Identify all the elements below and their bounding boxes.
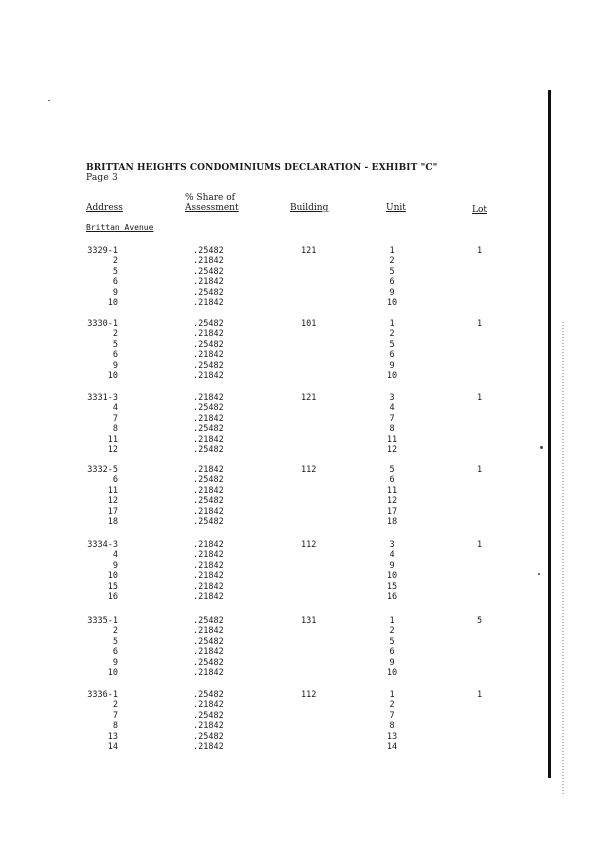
address-cell: 16 <box>107 592 118 602</box>
unit-cell: 14 <box>386 742 398 752</box>
share-cell: .21842 <box>193 465 224 475</box>
table-row <box>0 582 600 592</box>
table-row <box>0 647 600 657</box>
unit-cell: 2 <box>389 329 395 339</box>
unit-cell: 11 <box>386 435 398 445</box>
table-row <box>0 424 600 434</box>
share-cell: .21842 <box>193 592 224 602</box>
address-cell: 3335-1 <box>87 616 118 626</box>
table-row <box>0 507 600 517</box>
lot-cell: 1 <box>477 690 483 700</box>
address-cell: 6 <box>112 277 118 287</box>
address-cell: 2 <box>112 626 118 636</box>
share-cell: .21842 <box>193 350 224 360</box>
lot-cell: 1 <box>477 319 483 329</box>
table-row <box>0 571 600 581</box>
table-row <box>0 319 600 329</box>
table-row <box>0 267 600 277</box>
unit-cell: 9 <box>389 361 395 371</box>
building-cell: 131 <box>301 616 317 626</box>
table-row <box>0 256 600 266</box>
table-row <box>0 475 600 485</box>
scan-speck <box>538 573 540 575</box>
unit-cell: 1 <box>389 246 395 256</box>
unit-cell: 1 <box>389 616 395 626</box>
share-cell: .21842 <box>193 700 224 710</box>
unit-cell: 10 <box>386 668 398 678</box>
address-cell: 14 <box>107 742 118 752</box>
building-cell: 112 <box>301 465 317 475</box>
share-cell: .25482 <box>193 496 224 506</box>
table-row <box>0 465 600 475</box>
share-cell: .21842 <box>193 329 224 339</box>
lot-cell: 1 <box>477 246 483 256</box>
unit-cell: 10 <box>386 371 398 381</box>
address-cell: 8 <box>112 424 118 434</box>
address-cell: 3336-1 <box>87 690 118 700</box>
share-cell: .21842 <box>193 371 224 381</box>
unit-cell: 18 <box>386 517 398 527</box>
table-row <box>0 350 600 360</box>
document-title: BRITTAN HEIGHTS CONDOMINIUMS DECLARATION - EXHIBIT "C" <box>86 163 438 173</box>
table-row <box>0 700 600 710</box>
address-cell: 10 <box>107 371 118 381</box>
address-cell: 2 <box>112 256 118 266</box>
table-row <box>0 393 600 403</box>
address-cell: 18 <box>107 517 118 527</box>
share-cell: .21842 <box>193 507 224 517</box>
unit-cell: 4 <box>389 403 395 413</box>
table-row <box>0 690 600 700</box>
unit-cell: 5 <box>389 267 395 277</box>
table-row <box>0 721 600 731</box>
table-row <box>0 742 600 752</box>
table-row <box>0 561 600 571</box>
unit-cell: 5 <box>389 465 395 475</box>
table-row <box>0 288 600 298</box>
address-cell: 9 <box>112 561 118 571</box>
page-number: Page 3 <box>86 173 118 183</box>
share-cell: .25482 <box>193 340 224 350</box>
lot-cell: 5 <box>477 616 483 626</box>
scan-speck <box>48 100 50 101</box>
unit-cell: 10 <box>386 298 398 308</box>
unit-cell: 8 <box>389 424 395 434</box>
share-cell: .21842 <box>193 742 224 752</box>
unit-cell: 12 <box>386 445 398 455</box>
unit-cell: 11 <box>386 486 398 496</box>
address-cell: 10 <box>107 668 118 678</box>
column-header-lot: Lot <box>472 205 488 215</box>
unit-cell: 13 <box>386 732 398 742</box>
unit-cell: 1 <box>389 690 395 700</box>
address-cell: 5 <box>112 267 118 277</box>
share-cell: .21842 <box>193 721 224 731</box>
table-row <box>0 517 600 527</box>
share-cell: .21842 <box>193 540 224 550</box>
building-cell: 112 <box>301 540 317 550</box>
unit-cell: 8 <box>389 721 395 731</box>
scan-edge-bar <box>548 90 551 778</box>
building-cell: 121 <box>301 246 317 256</box>
address-cell: 4 <box>112 403 118 413</box>
address-cell: 3331-3 <box>87 393 118 403</box>
share-cell: .21842 <box>193 561 224 571</box>
share-cell: .21842 <box>193 256 224 266</box>
unit-cell: 6 <box>389 277 395 287</box>
address-cell: 2 <box>112 329 118 339</box>
address-cell: 9 <box>112 288 118 298</box>
unit-cell: 2 <box>389 256 395 266</box>
share-cell: .25482 <box>193 424 224 434</box>
address-cell: 12 <box>107 445 118 455</box>
share-cell: .25482 <box>193 658 224 668</box>
address-cell: 9 <box>112 361 118 371</box>
share-cell: .25482 <box>193 637 224 647</box>
unit-cell: 3 <box>389 540 395 550</box>
address-cell: 3329-1 <box>87 246 118 256</box>
building-cell: 101 <box>301 319 317 329</box>
address-cell: 12 <box>107 496 118 506</box>
address-cell: 9 <box>112 658 118 668</box>
unit-cell: 9 <box>389 561 395 571</box>
table-row <box>0 445 600 455</box>
address-cell: 6 <box>112 350 118 360</box>
table-row <box>0 496 600 506</box>
lot-cell: 1 <box>477 540 483 550</box>
share-cell: .21842 <box>193 571 224 581</box>
address-cell: 4 <box>112 550 118 560</box>
table-row <box>0 340 600 350</box>
share-cell: .21842 <box>193 435 224 445</box>
unit-cell: 9 <box>389 658 395 668</box>
unit-cell: 5 <box>389 637 395 647</box>
address-cell: 11 <box>107 435 118 445</box>
column-header-address: Address <box>86 203 123 213</box>
table-row <box>0 637 600 647</box>
lot-cell: 1 <box>477 393 483 403</box>
share-cell: .21842 <box>193 582 224 592</box>
share-cell: .21842 <box>193 298 224 308</box>
share-cell: .25482 <box>193 616 224 626</box>
address-cell: 5 <box>112 340 118 350</box>
scan-speck <box>540 446 543 449</box>
table-row <box>0 732 600 742</box>
address-cell: 6 <box>112 647 118 657</box>
lot-cell: 1 <box>477 465 483 475</box>
address-cell: 11 <box>107 486 118 496</box>
share-cell: .21842 <box>193 626 224 636</box>
share-cell: .21842 <box>193 414 224 424</box>
table-row <box>0 658 600 668</box>
building-cell: 121 <box>301 393 317 403</box>
share-cell: .25482 <box>193 319 224 329</box>
column-header-share-line1: % Share of <box>185 193 235 203</box>
address-cell: 6 <box>112 475 118 485</box>
share-cell: .25482 <box>193 732 224 742</box>
address-cell: 2 <box>112 700 118 710</box>
table-row <box>0 246 600 256</box>
column-header-share-line2: Assessment <box>185 203 239 213</box>
share-cell: .21842 <box>193 277 224 287</box>
share-cell: .25482 <box>193 445 224 455</box>
share-cell: .25482 <box>193 267 224 277</box>
unit-cell: 3 <box>389 393 395 403</box>
table-row <box>0 668 600 678</box>
address-cell: 13 <box>107 732 118 742</box>
table-row <box>0 403 600 413</box>
unit-cell: 9 <box>389 288 395 298</box>
share-cell: .25482 <box>193 711 224 721</box>
address-cell: 3334-3 <box>87 540 118 550</box>
address-cell: 8 <box>112 721 118 731</box>
table-row <box>0 371 600 381</box>
unit-cell: 16 <box>386 592 398 602</box>
unit-cell: 15 <box>386 582 398 592</box>
table-row <box>0 592 600 602</box>
address-cell: 3330-1 <box>87 319 118 329</box>
column-header-unit: Unit <box>386 203 406 213</box>
unit-cell: 2 <box>389 626 395 636</box>
share-cell: .21842 <box>193 647 224 657</box>
table-row <box>0 277 600 287</box>
table-row <box>0 435 600 445</box>
address-cell: 7 <box>112 414 118 424</box>
table-row <box>0 540 600 550</box>
share-cell: .25482 <box>193 288 224 298</box>
unit-cell: 1 <box>389 319 395 329</box>
table-row <box>0 711 600 721</box>
table-row <box>0 486 600 496</box>
share-cell: .25482 <box>193 361 224 371</box>
share-cell: .21842 <box>193 550 224 560</box>
unit-cell: 6 <box>389 475 395 485</box>
unit-cell: 5 <box>389 340 395 350</box>
share-cell: .25482 <box>193 475 224 485</box>
address-cell: 10 <box>107 298 118 308</box>
address-cell: 10 <box>107 571 118 581</box>
table-row <box>0 361 600 371</box>
address-cell: 7 <box>112 711 118 721</box>
unit-cell: 17 <box>386 507 398 517</box>
share-cell: .25482 <box>193 403 224 413</box>
scan-edge-dots <box>562 322 564 794</box>
table-row <box>0 329 600 339</box>
share-cell: .25482 <box>193 690 224 700</box>
unit-cell: 2 <box>389 700 395 710</box>
building-cell: 112 <box>301 690 317 700</box>
unit-cell: 7 <box>389 711 395 721</box>
unit-cell: 7 <box>389 414 395 424</box>
unit-cell: 4 <box>389 550 395 560</box>
share-cell: .25482 <box>193 517 224 527</box>
address-cell: 17 <box>107 507 118 517</box>
share-cell: .21842 <box>193 668 224 678</box>
share-cell: .25482 <box>193 246 224 256</box>
address-cell: 3332-5 <box>87 465 118 475</box>
address-cell: 5 <box>112 637 118 647</box>
table-row <box>0 616 600 626</box>
share-cell: .21842 <box>193 393 224 403</box>
street-name: Brittan Avenue <box>86 223 154 232</box>
unit-cell: 12 <box>386 496 398 506</box>
unit-cell: 6 <box>389 350 395 360</box>
unit-cell: 6 <box>389 647 395 657</box>
table-row <box>0 550 600 560</box>
unit-cell: 10 <box>386 571 398 581</box>
table-row <box>0 414 600 424</box>
table-row <box>0 626 600 636</box>
address-cell: 15 <box>107 582 118 592</box>
column-header-building: Building <box>290 203 329 213</box>
table-row <box>0 298 600 308</box>
share-cell: .21842 <box>193 486 224 496</box>
